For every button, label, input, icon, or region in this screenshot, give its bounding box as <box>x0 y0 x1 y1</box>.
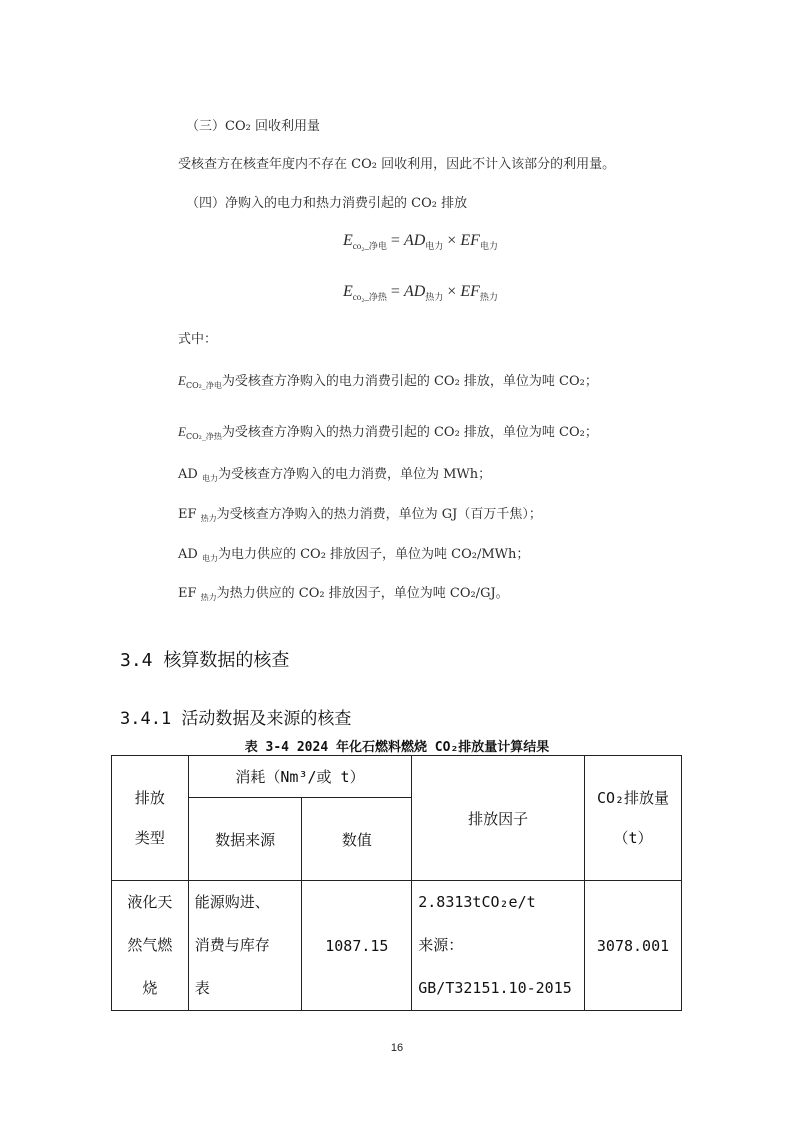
def-symbol: E <box>178 424 186 439</box>
cell-value: 1087.15 <box>302 881 412 1011</box>
def-symbol: AD <box>178 547 198 562</box>
cell-factor <box>412 881 585 1011</box>
heading-3-4: 3.4 核算数据的核查 <box>120 650 290 671</box>
section-3-title: （三）CO₂ 回收利用量 <box>186 119 320 134</box>
def-symbol: EF <box>178 586 197 601</box>
emission-table <box>111 755 682 1011</box>
def-sub: 热力 <box>200 593 217 602</box>
def-sub: CO₂_净热 <box>185 432 222 441</box>
formula-lhs: E <box>343 232 353 249</box>
page-number: 16 <box>390 1042 404 1054</box>
heading-3-4-1: 3.4.1 活动数据及来源的核查 <box>120 709 352 729</box>
header-text: （t） <box>613 829 653 847</box>
header-source: 数据来源 <box>188 798 302 881</box>
cell-source <box>188 881 302 1011</box>
def-sub: CO₂_净电 <box>185 381 222 390</box>
definition-2 <box>178 421 598 442</box>
formula-ef: EF <box>460 232 480 249</box>
header-consumption: 消耗（Nm³/或 t） <box>188 756 412 798</box>
definition-5 <box>178 543 529 564</box>
def-text: 为电力供应的 CO₂ 排放因子，单位为吨 CO₂/MWh； <box>217 547 530 562</box>
cell-line: 消费与库存 <box>194 936 270 954</box>
cell-line: 液化天 <box>127 893 173 911</box>
section-4-title: （四）净购入的电力和热力消费引起的 CO₂ 排放 <box>186 196 468 211</box>
def-sub: 电力 <box>201 474 218 483</box>
header-text: 排放 <box>134 789 165 807</box>
header-emission <box>585 756 682 881</box>
formula-lhs-sub: co₂_净电 <box>352 241 387 251</box>
def-sub: 热力 <box>200 514 217 523</box>
cell-line: 2.8313tCO₂e/t <box>418 893 536 911</box>
cell-line: 表 <box>194 979 210 997</box>
table-row <box>112 881 682 1011</box>
formula-electricity: $E_{co_2\_净电} = AD_{电力} \times EF_{电力}$ <box>343 232 498 251</box>
def-text: 为受核查方净购入的热力消费，单位为 GJ（百万千焦）； <box>216 507 542 522</box>
cell-line: 然气燃 <box>127 936 173 954</box>
def-symbol: AD <box>178 467 198 482</box>
formula-heat: $E_{co_2\_净热} = AD_{热力} \times EF_{热力}$ <box>343 283 498 302</box>
formula-ef-sub: 热力 <box>479 292 498 302</box>
def-text: 为受核查方净购入的电力消费引起的 CO₂ 排放，单位为吨 CO₂； <box>221 374 598 389</box>
formula-ad-sub: 电力 <box>425 241 444 251</box>
def-sub: 电力 <box>201 554 218 563</box>
formula-ef-sub: 电力 <box>479 241 498 251</box>
header-value: 数值 <box>302 798 412 881</box>
definition-1 <box>178 370 598 391</box>
definition-3 <box>178 463 491 484</box>
cell-emission: 3078.001 <box>585 881 682 1011</box>
cell-type <box>112 881 189 1011</box>
def-text: 为受核查方净购入的热力消费引起的 CO₂ 排放，单位为吨 CO₂； <box>221 425 598 440</box>
def-symbol: E <box>178 373 186 388</box>
section-3-body: 受核查方在核查年度内不存在 CO₂ 回收利用，因此不计入该部分的利用量。 <box>178 157 616 172</box>
cell-line: 来源： <box>418 936 464 954</box>
definition-4 <box>178 503 542 524</box>
cell-line: 烧 <box>142 979 158 997</box>
header-type <box>112 756 189 881</box>
header-text: 类型 <box>134 829 165 847</box>
definition-6 <box>178 582 509 603</box>
header-factor: 排放因子 <box>412 756 585 881</box>
formula-lhs-sub: co₂_净热 <box>352 292 387 302</box>
cell-line: 能源购进、 <box>194 893 270 911</box>
formula-ad: AD <box>403 283 426 300</box>
def-text: 为热力供应的 CO₂ 排放因子，单位为吨 CO₂/GJ。 <box>216 586 509 601</box>
cell-line: GB/T32151.10-2015 <box>418 979 572 997</box>
formula-ad: AD <box>403 232 426 249</box>
def-text: 为受核查方净购入的电力消费，单位为 MWh； <box>217 467 492 482</box>
formula-ef: EF <box>460 283 480 300</box>
table-caption: 表 3-4 2024 年化石燃料燃烧 CO₂排放量计算结果 <box>244 740 550 755</box>
header-text: CO₂排放量 <box>596 789 670 807</box>
formula-lhs: E <box>343 283 353 300</box>
table-header-row <box>112 756 682 798</box>
def-symbol: EF <box>178 507 197 522</box>
where-label: 式中： <box>178 332 218 347</box>
formula-ad-sub: 热力 <box>425 292 444 302</box>
